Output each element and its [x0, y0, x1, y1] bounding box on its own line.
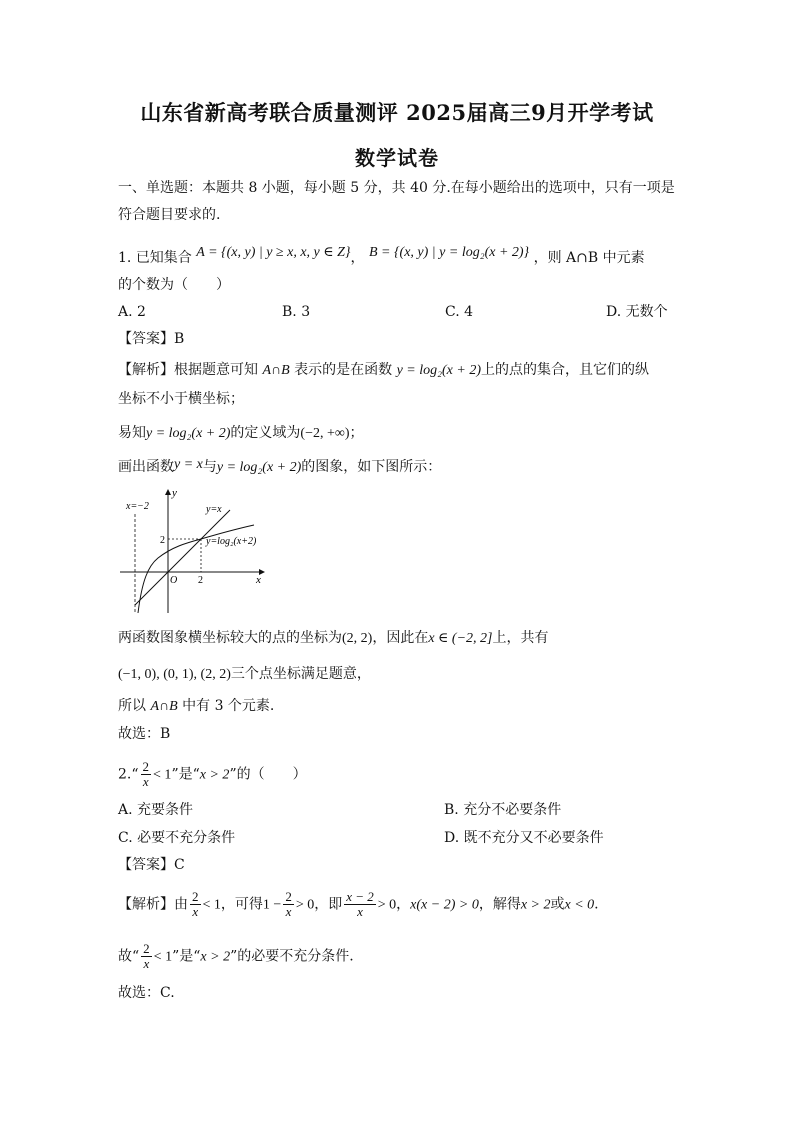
q2-a-frac3-den: x: [357, 904, 363, 919]
q1-draw-line: [118, 457, 441, 478]
q2-a-jiede: ，解得: [478, 896, 521, 913]
q1-choose: 故选：B: [118, 726, 171, 742]
q2-choose: 故选：C.: [118, 985, 175, 1001]
q2-g-frac-den: x: [143, 956, 150, 971]
q2-a-frac1: [190, 890, 201, 919]
q2-a-lt1: < 1: [202, 897, 221, 913]
origin-label: O: [170, 575, 178, 586]
q1-conclusion-1b: (2, 2): [342, 631, 373, 646]
q2-option-b: B. 充分不必要条件: [444, 802, 562, 818]
q1-stem-line1: [118, 245, 645, 269]
q1-stem-prefix: 已知集合: [135, 250, 192, 266]
y-tick-2: 2: [160, 535, 165, 546]
q2-g-frac: [141, 942, 152, 971]
q2-a-one-minus: 1 −: [262, 897, 282, 913]
q2-mid: ”是“: [171, 766, 200, 783]
q2-lt1: < 1: [153, 767, 172, 783]
q2-a-frac3: [344, 890, 376, 919]
q2-g-frac-num: 2: [143, 941, 150, 956]
q2-gu: [118, 942, 354, 971]
q2-a-frac1-den: x: [192, 904, 199, 919]
q1-conclusion-line2: [118, 664, 371, 685]
q2-fraction: [141, 760, 152, 789]
q1-conclusion-1a: 两函数图象横坐标较大的点的坐标为: [118, 630, 342, 646]
q1-analysis-line1: [118, 360, 649, 381]
q1-set-a: A = {(x, y) | y ≥ x, x, y ∈ Z}: [196, 245, 351, 260]
q1-draw-b: y = x: [174, 457, 203, 472]
line-y-equals-x: [135, 510, 230, 605]
q1-draw-c: 与: [202, 459, 217, 475]
q1-answer: 【答案】B: [118, 331, 185, 347]
exam-title: 山东省新高考联合质量测评 2025届高三9月开学考试: [140, 100, 654, 125]
q1-domain-a: 易知: [118, 425, 146, 441]
section-heading-line2: 符合题目要求的.: [118, 207, 221, 223]
q1-conclusion-1d: x ∈ (−2, 2]: [428, 631, 493, 646]
exam-subtitle: 数学试卷: [355, 146, 439, 170]
q1-number: 1.: [118, 250, 132, 266]
q1-stem-line2: 的个数为（ ）: [118, 277, 230, 293]
q1-domain-e: ；: [349, 425, 364, 441]
q1-conclusion-line1: [118, 628, 548, 649]
x-axis-label: x: [256, 574, 261, 586]
section-heading-line1: 一、单选题：本题共 8 小题，每小题 5 分，共 40 分.在每小题给出的选项中，只有一项是: [118, 180, 675, 196]
q2-a-frac2-num: 2: [285, 889, 292, 904]
q1-conclusion-3c: 中有 3 个元素.: [182, 698, 275, 714]
q1-conclusion-2a: (−1, 0), (0, 1), (2, 2): [118, 667, 231, 682]
q2-a-you: 由: [174, 896, 188, 913]
q1-draw-d: y = log₂(x + 2): [216, 460, 302, 475]
log-label: y=log₂(x+2): [206, 536, 257, 547]
q1-domain-c: 的定义域为: [230, 425, 301, 441]
x-tick-2: 2: [198, 575, 203, 586]
q1-conclusion-line3: [118, 696, 274, 717]
q1-domain-line: [118, 423, 364, 444]
q1-option-c: C. 4: [445, 304, 474, 320]
q2-a-frac2-den: x: [285, 904, 292, 919]
q1-analysis-1c: 表示的是在函数: [294, 362, 393, 378]
q1-conclusion-1c: ，因此在: [372, 630, 429, 646]
q2-a-kede: ，可得: [220, 896, 263, 913]
q2-a-prod: x(x − 2) > 0: [410, 897, 479, 913]
q2-a-r2: x < 0: [564, 897, 595, 913]
y-axis-label: y: [172, 487, 177, 499]
q2-a-or: 或: [550, 896, 565, 913]
q1-set-b: B = {(x, y) | y = log₂(x + 2)}: [368, 245, 530, 260]
q2-analysis-label: 【解析】: [118, 896, 174, 913]
q2-end: ”的（ ）: [229, 766, 307, 783]
q2-frac-num: 2: [142, 759, 150, 774]
q1-analysis-1a: 根据题意可知: [174, 362, 258, 378]
asymptote-label: x=−2: [126, 501, 149, 512]
q2-option-d: D. 既不充分又不必要条件: [444, 830, 604, 846]
q2-a-frac3-num: x − 2: [346, 889, 374, 904]
q2-a-gt0b: > 0: [377, 897, 397, 913]
q2-a-dot: .: [594, 896, 599, 913]
q2-frac-den: x: [142, 774, 149, 789]
q1-conclusion-2b: 三个点坐标满足题意，: [230, 666, 371, 682]
q1-analysis-line2: 坐标不小于横坐标；: [118, 391, 244, 407]
q1-option-d: D. 无数个: [606, 304, 668, 320]
q2-a-gt0: > 0: [295, 897, 315, 913]
q2-number: 2.: [118, 766, 132, 783]
q1-analysis-label: 【解析】: [118, 362, 174, 378]
q2-g-gu: 故“: [118, 948, 140, 965]
q2-a-frac2: [283, 890, 294, 919]
q2-answer: 【答案】C: [118, 857, 185, 873]
q2-a-r1: x > 2: [520, 897, 551, 913]
q2-a-frac1-num: 2: [192, 889, 199, 904]
q1-conclusion-1e: 上，共有: [492, 630, 549, 646]
q1-draw-e: 的图象，如下图所示：: [301, 459, 442, 475]
q2-open-quote: “: [131, 766, 139, 783]
yx-label: y=x: [206, 504, 222, 515]
q1-analysis-1e: 上的点的集合，且它们的纵: [480, 362, 649, 378]
q2-option-c: C. 必要不充分条件: [118, 830, 236, 846]
q1-draw-a: 画出函数: [118, 459, 174, 475]
q2-cond: x > 2: [199, 767, 230, 783]
q1-comma: ，: [350, 250, 365, 266]
q1-option-a: A. 2: [118, 304, 146, 320]
q1-domain-d: (−2, +∞): [300, 426, 350, 441]
q2-stem: [118, 760, 307, 789]
q1-domain-b: y = log₂(x + 2): [146, 426, 231, 441]
q1-analysis-1b: A∩B: [262, 363, 290, 378]
q2-g-lt1: < 1: [153, 949, 173, 965]
q2-a-comma: ，: [396, 896, 411, 913]
function-graph: [118, 486, 278, 616]
q2-option-a: A. 充要条件: [118, 802, 194, 818]
q2-g-mid: ”是“: [172, 948, 201, 965]
q2-a-ji: ，即: [314, 896, 343, 913]
q1-stem-suffix: ，则 A∩B 中元素: [533, 250, 645, 266]
q1-conclusion-3b: A∩B: [150, 699, 178, 714]
q1-option-b: B. 3: [282, 304, 311, 320]
q2-g-end: ”的必要不充分条件.: [230, 948, 354, 965]
q1-conclusion-3a: 所以: [118, 698, 146, 714]
q2-analysis: [118, 890, 599, 919]
q1-analysis-1d: y = log₂(x + 2): [396, 363, 481, 378]
q2-g-cond: x > 2: [200, 949, 231, 965]
